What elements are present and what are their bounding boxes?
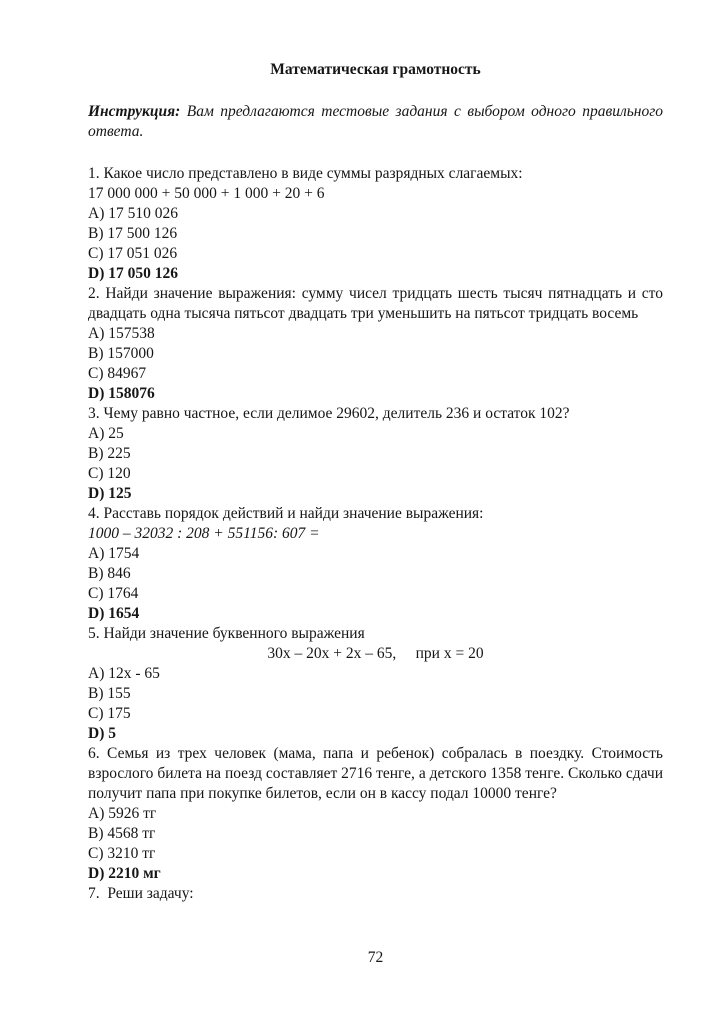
answer-option: B) 17 500 126 <box>88 225 178 242</box>
answer-option: B) 4568 тг <box>88 825 156 842</box>
question-text: 3. Чему равно частное, если делимое 29602, делитель 236 и остаток 102? <box>88 405 570 422</box>
answer-option: D) 2210 мг <box>88 865 161 882</box>
answer-option: A) 25 <box>88 425 124 442</box>
question-text: 1. Какое число представлено в виде суммы разрядных слагаемых: <box>88 165 523 182</box>
question <box>88 624 663 744</box>
answer-option: B) 846 <box>88 565 131 582</box>
question <box>88 404 663 504</box>
question-expression: 17 000 000 + 50 000 + 1 000 + 20 + 6 <box>88 185 325 202</box>
questions <box>88 164 667 904</box>
answer-option: A) 5926 тг <box>88 805 157 822</box>
instruction-paragraph <box>88 102 663 142</box>
question-text: 5. Найди значение буквенного выражения <box>88 625 365 642</box>
answer-option: D) 17 050 126 <box>88 265 178 282</box>
question <box>88 284 667 404</box>
answer-option: C) 84967 <box>88 365 147 382</box>
question-text: 2. Найди значение выражения: сумму чисел тридцать шесть тысяч пятнадцать и сто двадцать одна тысяча пятьсот двадцать три уменьшить на пятьсот тридцать восемь <box>88 285 667 322</box>
question <box>88 884 663 904</box>
answer-option: B) 155 <box>88 685 131 702</box>
answer-option: D) 5 <box>88 725 116 742</box>
instruction-label: Инструкция: <box>88 103 181 120</box>
page-number: 72 <box>367 949 384 966</box>
answer-option: C) 120 <box>88 465 131 482</box>
answer-option: C) 1764 <box>88 585 139 602</box>
answer-option: A) 157538 <box>88 325 155 342</box>
instruction-text: Вам предлагаются тестовые задания с выбором одного правильного ответа. <box>88 103 664 140</box>
question <box>88 504 663 624</box>
question <box>88 744 667 884</box>
answer-option: C) 175 <box>88 705 131 722</box>
question-expression: 30х – 20х + 2х – 65, при х = 20 <box>267 645 484 662</box>
answer-option: A) 1754 <box>88 545 140 562</box>
answer-option: D) 158076 <box>88 385 155 402</box>
answer-option: A) 17 510 026 <box>88 205 178 222</box>
answer-option: B) 225 <box>88 445 131 462</box>
question-text: 7. Реши задачу: <box>88 885 194 902</box>
answer-option: D) 125 <box>88 485 132 502</box>
question-text: 6. Семья из трех человек (мама, папа и ребенок) собралась в поездку. Стоимость взрослого билета на поезд составляет 2716 тенге, а детского 1358 тенге. Сколько сдачи получит папа при покупке билетов, если он в кассу подал 10000 тенге? <box>88 745 667 802</box>
answer-option: D) 1654 <box>88 605 140 622</box>
answer-option: B) 157000 <box>88 345 154 362</box>
question-expression: 1000 – 32032 : 208 + 551156: 607 = <box>88 525 320 542</box>
answer-option: A) 12х - 65 <box>88 665 160 682</box>
question-text: 4. Расставь порядок действий и найди значение выражения: <box>88 505 484 522</box>
answer-option: C) 17 051 026 <box>88 245 178 262</box>
question <box>88 164 663 284</box>
document-title: Математическая грамотность <box>270 61 481 78</box>
answer-option: C) 3210 тг <box>88 845 156 862</box>
